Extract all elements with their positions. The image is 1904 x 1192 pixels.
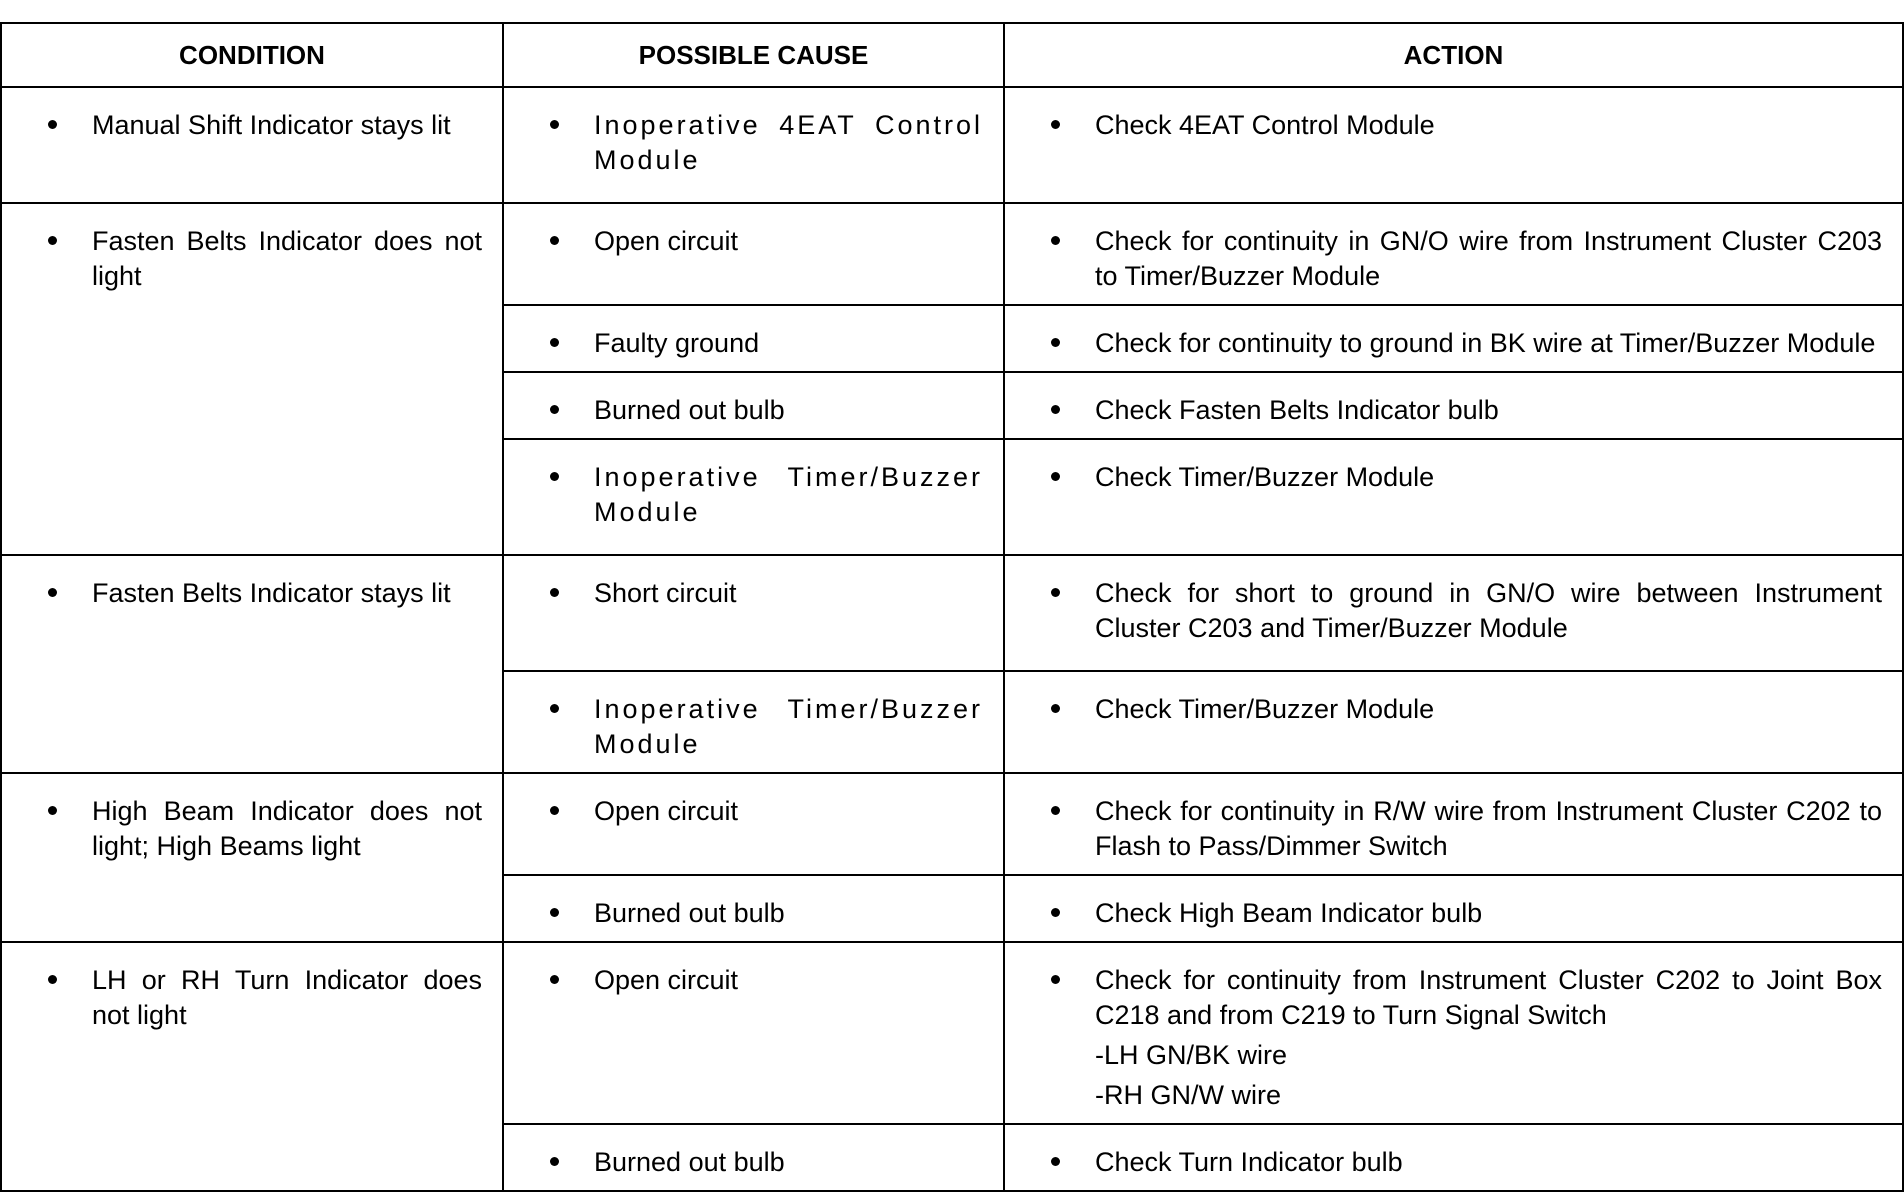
header-condition: CONDITION (1, 23, 503, 87)
cause-cell (503, 773, 1004, 875)
action-cell (1004, 372, 1903, 439)
action-text: Check for continuity from Instrument Cluster C202 to Joint Box C218 and from C219 to Turn Signal Switch (1045, 963, 1882, 1033)
condition-text: High Beam Indicator does not light; High Beams light (42, 794, 482, 864)
action-text: Check for short to ground in GN/O wire between Instrument Cluster C203 and Timer/Buzzer Module (1045, 576, 1882, 646)
cause-cell (503, 671, 1004, 773)
condition-cell (1, 555, 503, 773)
action-text: Check for continuity in GN/O wire from Instrument Cluster C203 to Timer/Buzzer Module (1045, 224, 1882, 294)
action-cell (1004, 875, 1903, 942)
action-subitem-rh: -RH GN/W wire (1095, 1080, 1281, 1110)
action-text: Check Timer/Buzzer Module (1045, 460, 1882, 495)
cause-text: Inoperative 4EAT Control Module (544, 108, 983, 178)
action-cell (1004, 87, 1903, 203)
cause-text: Inoperative Timer/Buzzer Module (544, 460, 983, 530)
cause-cell (503, 942, 1004, 1124)
action-cell (1004, 671, 1903, 773)
cause-text: Faulty ground (544, 326, 983, 361)
cause-text: Burned out bulb (544, 393, 983, 428)
action-text: Check 4EAT Control Module (1045, 108, 1882, 143)
action-text: Check Timer/Buzzer Module (1045, 692, 1882, 727)
diagnosis-table-container (0, 22, 1902, 1192)
action-cell (1004, 773, 1903, 875)
action-text: Check Turn Indicator bulb (1045, 1145, 1882, 1180)
condition-cell (1, 942, 503, 1191)
cause-text: Burned out bulb (544, 896, 983, 931)
condition-cell (1, 773, 503, 942)
action-cell (1004, 439, 1903, 555)
cause-cell (503, 87, 1004, 203)
cause-cell (503, 305, 1004, 372)
cause-text: Short circuit (544, 576, 983, 611)
action-cell (1004, 942, 1903, 1124)
condition-text: Manual Shift Indicator stays lit (42, 108, 482, 143)
table-row (1, 203, 1903, 305)
action-text: Check Fasten Belts Indicator bulb (1045, 393, 1882, 428)
action-cell (1004, 1124, 1903, 1191)
cause-cell (503, 372, 1004, 439)
cause-text: Open circuit (544, 224, 983, 259)
cause-cell (503, 555, 1004, 671)
cause-text: Open circuit (544, 963, 983, 998)
cause-cell (503, 1124, 1004, 1191)
condition-text: Fasten Belts Indicator does not light (42, 224, 482, 294)
table-row (1, 87, 1903, 203)
cause-cell (503, 875, 1004, 942)
action-subitem-lh: -LH GN/BK wire (1095, 1040, 1288, 1070)
table-row (1, 942, 1903, 1124)
cause-text: Burned out bulb (544, 1145, 983, 1180)
action-cell (1004, 203, 1903, 305)
action-text: Check for continuity to ground in BK wire at Timer/Buzzer Module (1045, 326, 1882, 361)
action-cell (1004, 305, 1903, 372)
header-action: ACTION (1004, 23, 1903, 87)
action-text: Check for continuity in R/W wire from Instrument Cluster C202 to Flash to Pass/Dimmer Switch (1045, 794, 1882, 864)
action-text: Check High Beam Indicator bulb (1045, 896, 1882, 931)
cause-cell (503, 439, 1004, 555)
action-cell (1004, 555, 1903, 671)
cause-text: Inoperative Timer/Buzzer Module (544, 692, 983, 762)
cause-cell (503, 203, 1004, 305)
cause-text: Open circuit (544, 794, 983, 829)
condition-text: Fasten Belts Indicator stays lit (42, 576, 482, 611)
diagnosis-table (0, 22, 1904, 1192)
header-row (1, 23, 1903, 87)
header-possible-cause: POSSIBLE CAUSE (503, 23, 1004, 87)
condition-cell (1, 203, 503, 555)
condition-cell (1, 87, 503, 203)
table-row (1, 773, 1903, 875)
table-row (1, 555, 1903, 671)
condition-text: LH or RH Turn Indicator does not light (42, 963, 482, 1033)
